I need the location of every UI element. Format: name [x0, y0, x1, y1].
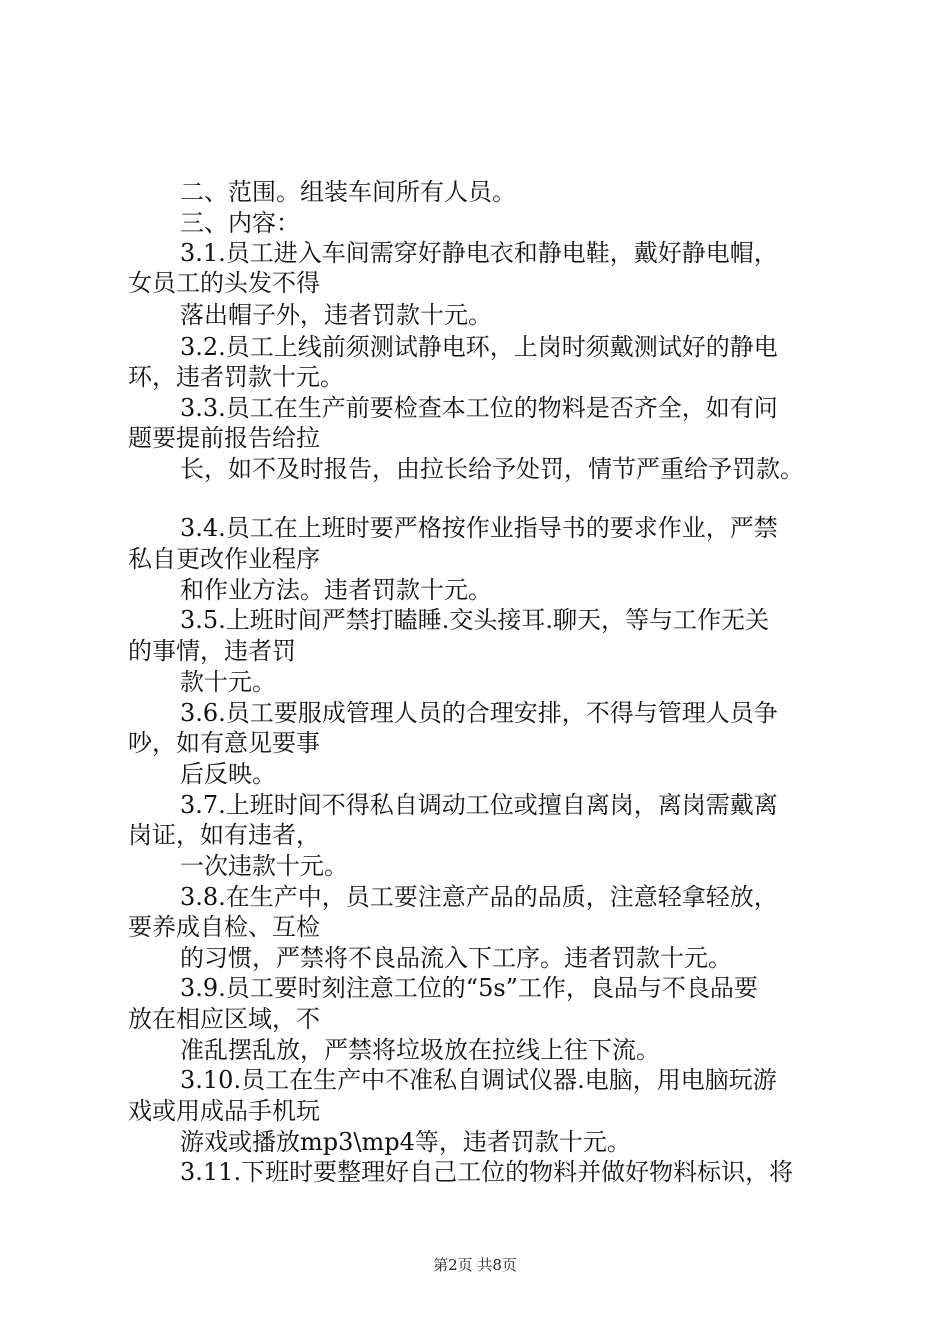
text-line: 戏或用成品手机玩 [128, 1097, 320, 1125]
text-line: 环，违者罚款十元。 [128, 363, 344, 391]
text-line: 3.10.员工在生产中不准私自调试仪器.电脑，用电脑玩游 [180, 1066, 777, 1094]
text-line: 吵，如有意见要事 [128, 729, 320, 757]
text-line: 3.8.在生产中，员工要注意产品的品质，注意轻拿轻放， [180, 883, 778, 911]
text-line: 3.11.下班时要整理好自己工位的物料并做好物料标识，将 [180, 1158, 794, 1186]
text-line: 3.6.员工要服成管理人员的合理安排，不得与管理人员争 [180, 699, 778, 727]
text-line: 3.1.员工进入车间需穿好静电衣和静电鞋，戴好静电帽， [180, 239, 778, 267]
text-line: 后反映。 [180, 760, 276, 788]
text-line: 一次违款十元。 [180, 852, 348, 880]
text-line: 准乱摆乱放，严禁将垃圾放在拉线上往下流。 [180, 1036, 660, 1064]
text-line: 3.7.上班时间不得私自调动工位或擅自离岗，离岗需戴离 [180, 791, 778, 819]
text-line: 的习惯，严禁将不良品流入下工序。违者罚款十元。 [180, 944, 732, 972]
text-line: 3.2.员工上线前须测试静电环，上岗时须戴测试好的静电 [180, 333, 778, 361]
text-line: 游戏或播放mp3\mp4等，违者罚款十元。 [180, 1128, 631, 1156]
text-line: 的事情，违者罚 [128, 637, 296, 665]
text-line: 题要提前报告给拉 [128, 424, 320, 452]
text-line: 3.5.上班时间严禁打瞌睡.交头接耳.聊天，等与工作无关 [180, 606, 770, 634]
text-line: 3.3.员工在生产前要检查本工位的物料是否齐全，如有问 [180, 394, 778, 422]
text-line: 私自更改作业程序 [128, 545, 320, 573]
text-line: 3.9.员工要时刻注意工位的“5s”工作，良品与不良品要 [180, 974, 758, 1002]
text-line: 款十元。 [180, 668, 276, 696]
text-line: 落出帽子外，违者罚款十元。 [180, 301, 492, 329]
text-line: 和作业方法。违者罚款十元。 [180, 576, 492, 604]
text-line: 女员工的头发不得 [128, 269, 320, 297]
text-line: 长，如不及时报告，由拉长给予处罚，情节严重给予罚款。 [180, 455, 804, 483]
text-line: 要养成自检、互检 [128, 913, 320, 941]
text-line: 三、内容： [180, 209, 300, 237]
text-line: 放在相应区域，不 [128, 1005, 320, 1033]
text-line: 3.4.员工在上班时要严格按作业指导书的要求作业，严禁 [180, 514, 778, 542]
text-line: 岗证，如有违者， [128, 821, 320, 849]
text-line: 二、范围。组装车间所有人员。 [180, 178, 516, 206]
page-footer: 第2页 共8页 [433, 1256, 517, 1274]
